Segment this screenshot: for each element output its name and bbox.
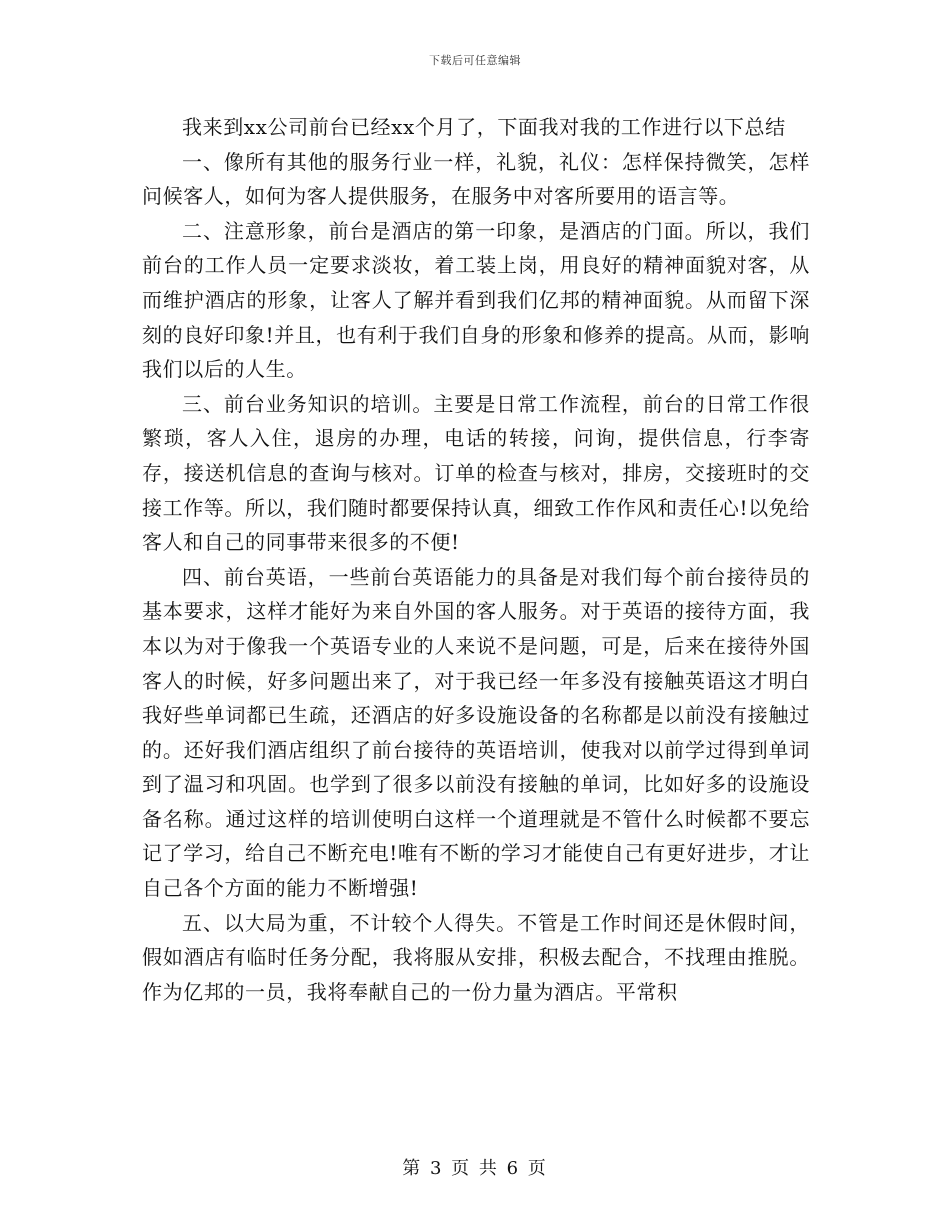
paragraph-section-5: 五、以大局为重，不计较个人得失。不管是工作时间还是休假时间，假如酒店有临时任务分配，我将服从安排，积极去配合，不找理由推脱。作为亿邦的一员，我将奉献自己的一份力量为酒店。平常积 — [142, 910, 810, 1004]
paragraph-section-3: 三、前台业务知识的培训。主要是日常工作流程，前台的日常工作很繁琐，客人入住，退房的办理，电话的转接，问询，提供信息，行李寄存，接送机信息的查询与核对。订单的检查与核对，排房，交接班时的交接工作等。所以，我们随时都要保持认真，细致工作作风和责任心!以免给客人和自己的同事带来很多的不便! — [142, 391, 810, 555]
paragraph-section-4: 四、前台英语，一些前台英语能力的具备是对我们每个前台接待员的基本要求，这样才能好为来自外国的客人服务。对于英语的接待方面，我本以为对于像我一个英语专业的人来说不是问题，可是，后来在接待外国客人的时候，好多问题出来了，对于我已经一年多没有接触英语这才明白我好些单词都已生疏，还酒店的好多设施设备的名称都是以前没有接触过的。还好我们酒店组织了前台接待的英语培训，使我对以前学过得到单词到了温习和巩固。也学到了很多以前没有接触的单词，比如好多的设施设备名称。通过这样的培训使明白这样一个道理就是不管什么时候都不要忘记了学习，给自己不断充电!唯有不断的学习才能使自己有更好进步，才让自己各个方面的能力不断增强! — [142, 564, 810, 901]
paragraph-section-2: 二、注意形象，前台是酒店的第一印象，是酒店的门面。所以，我们前台的工作人员一定要求淡妆，着工装上岗，用良好的精神面貌对客，从而维护酒店的形象，让客人了解并看到我们亿邦的精神面貌。从而留下深刻的良好印象!并且，也有利于我们自身的形象和修养的提高。从而，影响我们以后的人生。 — [142, 218, 810, 382]
page-header: 下载后可任意编辑 — [429, 54, 521, 67]
paragraph-intro: 我来到xx公司前台已经xx个月了，下面我对我的工作进行以下总结 — [182, 115, 786, 139]
document-body — [142, 110, 810, 1009]
page-number-footer: 第 3 页 共 6 页 — [402, 1158, 548, 1179]
paragraph-section-1: 一、像所有其他的服务行业一样，礼貌，礼仪：怎样保持微笑，怎样问候客人，如何为客人提供服务，在服务中对客所要用的语言等。 — [142, 149, 810, 209]
